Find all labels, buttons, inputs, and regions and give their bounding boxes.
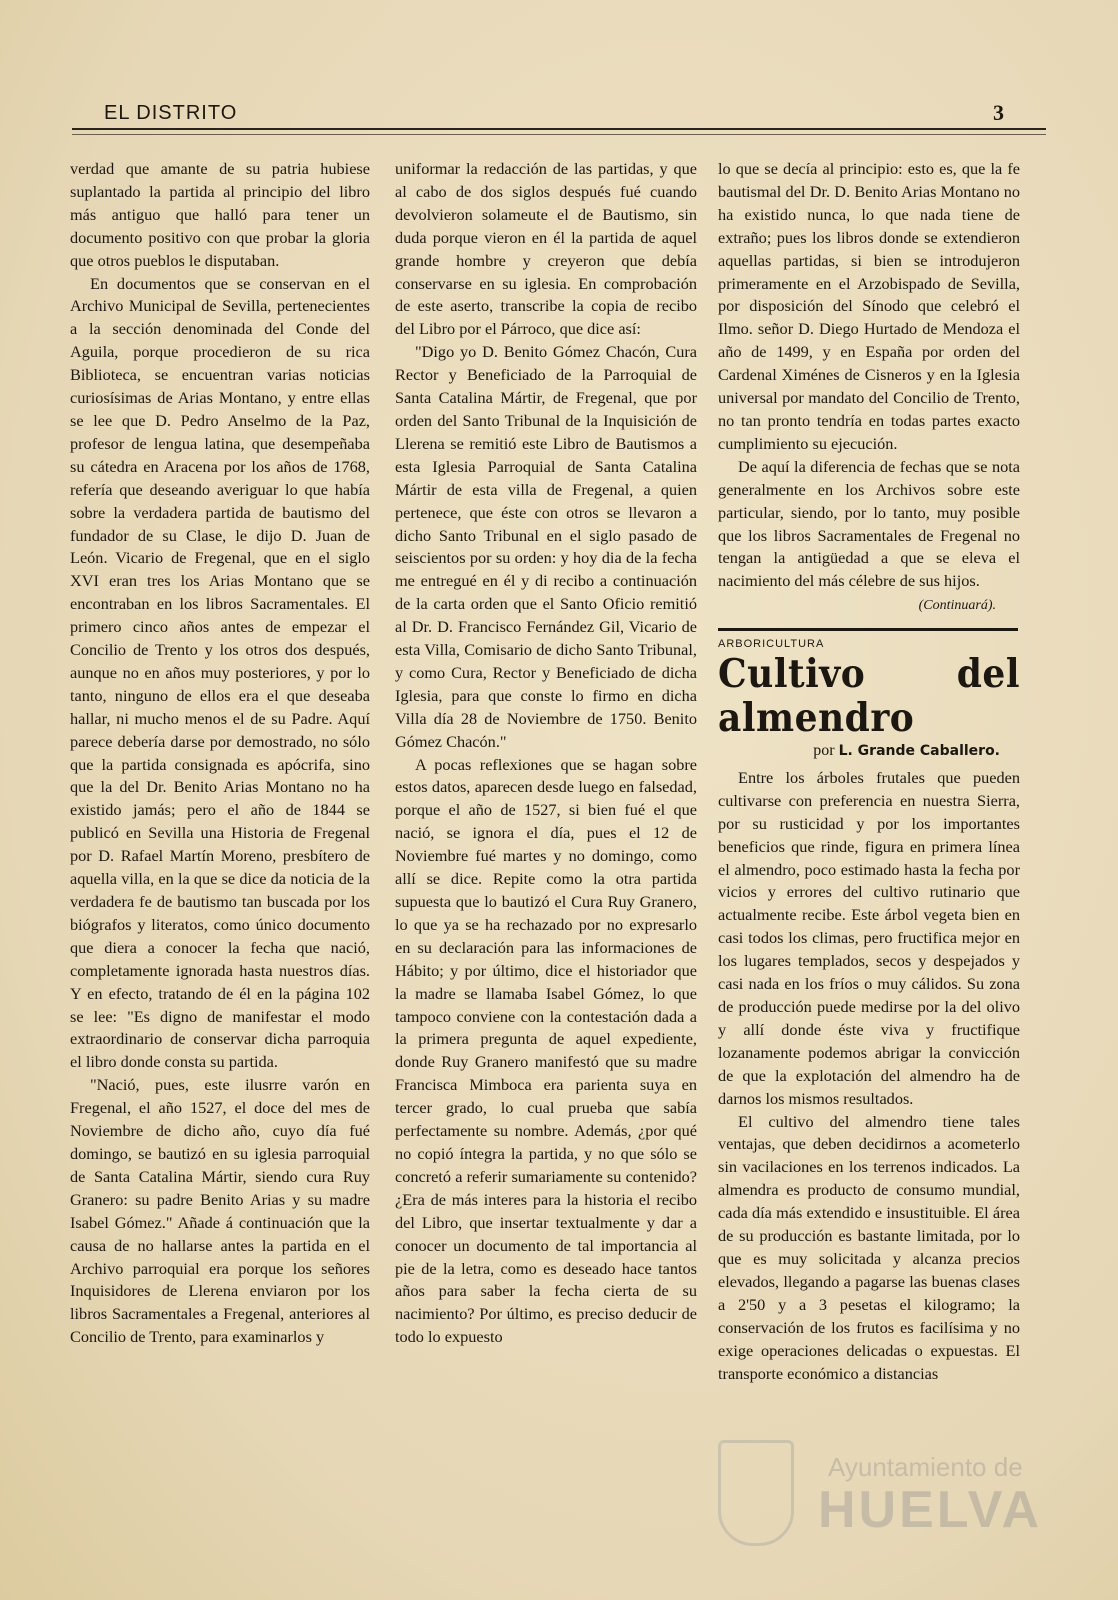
byline-author: L. Grande Caballero. xyxy=(838,743,1000,760)
column-1 xyxy=(70,158,370,1349)
continued-note: (Continuará). xyxy=(918,598,996,614)
column-2 xyxy=(395,158,697,1349)
archive-watermark xyxy=(710,1432,1050,1562)
paragraph: De aquí la diferencia de fechas que se nota generalmente en los Archivos sobre este particular, siendo, por lo tanto, muy posible que los libros Sacramentales de Fregenal no tengan la antigüedad a que se eleva el nacimiento del más célebre de sus hijos. xyxy=(718,456,1020,591)
header-rule xyxy=(72,134,1046,135)
page-number: 3 xyxy=(993,100,1004,125)
shield-icon xyxy=(718,1440,794,1546)
paragraph: "Nació, pues, este ilusrre varón en Fregenal, el año 1527, el doce del mes de Noviembre de dicho año, cuyo día fué domingo, se bautizó en su iglesia parroquial de Santa Catalina Mártir, siendo cura Ruy Granero: su padre Benito Arias y su madre Isabel Gómez." Añade á continuación que la causa de no hallarse antes la partida en el Archivo parroquial era porque los señores Inquisidores de Llerena enviaron por los libros Sacramentales a Fregenal, anteriores al Concilio de Trento, para examinarlos y xyxy=(70,1075,370,1347)
paragraph: El cultivo del almendro tiene tales ventajas, que deben decidirnos a acometerlo sin vacilaciones en los terrenos indicados. La almendra es producto de consumo mundial, cada día más extendido e insustituible. El área de su producción es bastante limitada, por lo que es muy solicitada y alcanza precios elevados, llegando a pagarse las buenas clases a 2'50 y a 3 pesetas el kilogramo; la conservación de los frutos es facilísima y no exige operaciones delicadas o expuestas. El transporte económico a distancias xyxy=(718,1111,1020,1383)
watermark-line2: HUELVA xyxy=(818,1481,1043,1539)
paragraph: uniformar la redacción de las partidas, y que al cabo de dos siglos después fué cuando devolvieron solameute el de Bautismo, sin duda porque vieron en él la partida de aquel grande hombre y creyeron que debía conservarse en su iglesia. En comprobación de este aserto, transcribe la copia de recibo del Libro por el Párroco, que dice así: xyxy=(395,159,697,339)
paragraph: A pocas reflexiones que se hagan sobre estos datos, aparecen desde luego en falsedad, porque el año de 1527, si bien fué el que nació, se ignora el día, pues el 12 de Noviembre fué martes y no domingo, como allí se dice. Repite como la otra partida supuesta que lo bautizó el Cura Ruy Granero, lo que ya se ha rechazado por no expresarlo en su declaración para las informaciones de Hábito; y por último, dice el historiador que la madre se llamaba Isabel Gómez, lo que tampoco conviene con la contestación dada a la primera pregunta de aquel expediente, donde Ruy Granero manifestó que su madre Francisca Mimboca era parienta suya en tercer grado, lo cual prueba que sabía perfectamente su nombre. Además, ¿por qué no copió íntegra la partida, y no que sólo se concretó a referir sumariamente su contenido? ¿Era de más interes para la historia el recibo del Libro, que insertar textualmente y dar a conocer un documento de tal importancia al pie de la letra, como es deseado hace tantos años para saber la fecha cierta de su nacimiento? Por último, es preciso deducir de todo lo expuesto xyxy=(395,754,697,1347)
paragraph: Entre los árboles frutales que pueden cultivarse con preferencia en nuestra Sierra, por su rusticidad y por los importantes beneficios que rinde, figura en primera línea el almendro, poco estimado hasta la fecha por vicios y errores del cultivo rutinario que actualmente recibe. Este árbol vegeta bien en casi todos los climas, pero fructifica mejor en los lugares templados, secos y despejados y casi nada en los fríos o muy cálidos. Su zona de producción puede medirse por la del olivo y allí donde éste viva y fructifique lozanamente podemos abrigar la convicción de que la explotación del almendro ha de darnos los mismos resultados. xyxy=(718,767,1020,1108)
byline xyxy=(718,740,1020,763)
page-header xyxy=(72,100,1046,130)
paragraph: verdad que amante de su patria hubiese suplantado la partida al principio del libro más antiguo que halló para tener un documento positivo con que probar la gloria que otros pueblos le disputaban. xyxy=(70,159,370,270)
article-title: Cultivo del almendro xyxy=(718,650,1020,742)
paragraph: lo que se decía al principio: esto es, que la fe bautismal del Dr. D. Benito Arias Montano no ha existido nunca, lo que nada tiene de extraño; pues los libros donde se extendieron aquellas partidas, si bien se introdujeron primeramente en el Arzobispado de Sevilla, por disposición del Sínodo que celebró el Ilmo. señor D. Diego Hurtado de Mendoza el año de 1499, y en España por orden del Cardenal Ximénes de Cisneros y en la Iglesia universal por mandato del Concilio de Trento, no tan pronto tendría en todas partes exacto cumplimiento su ejecución. xyxy=(718,159,1020,453)
section-label: ARBORICULTURA xyxy=(718,638,825,651)
paragraph: "Digo yo D. Benito Gómez Chacón, Cura Rector y Beneficiado de la Parroquial de Santa Catalina Mártir, de Fregenal, que por orden del Santo Tribunal de la Inquisición de Llerena se remitió este Libro de Bautismos a esta Iglesia Parroquial de Santa Catalina Mártir de esta villa de Fregenal, a quien pertenece, que éste con otros se llevaron a dicho Santo Tribunal en el siglo pasado de seiscientos por su orden: y hoy dia de la fecha me entregué en él y di recibo a continuación de la carta orden que el Santo Oficio remitió al Dr. D. Francisco Fernández Gil, Vicario de esta Villa, Comisario de dicho Santo Tribunal, y como Cura, Rector y Beneficiado de dicha Iglesia, para que conste lo firmo en dicha Villa día 28 de Noviembre de 1750. Benito Gómez Chacón." xyxy=(395,342,697,751)
paragraph: En documentos que se conservan en el Archivo Municipal de Sevilla, pertenecientes a la sección denominada del Conde del Aguila, porque procedieron de su rica Biblioteca, se encuentran varias noticias curiosísimas de Arias Montano, y entre ellas se lee que D. Pedro Anselmo de la Paz, profesor de lengua latina, que desempeñaba su cátedra en Aracena por los años de 1768, refería que deseando averiguar lo que había sobre la verdadera partida de bautismo del fundador de su Clase, le dijo D. Juan de León. Vicario de Fregenal, que en el siglo XVI eran tres los Arias Montano que se encontraban en los libros Sacramentales. El primero cinco años antes de empezar el Concilio de Trento y los otros dos después, aunque no en años muy posteriores, y por lo tanto, ninguno de ellos era el que deseaba hallar, ni mucho menos el de su Padre. Aquí parece debería darse por demostrado, no sólo que la partida consignada es apócrifa, sino que la del Dr. Benito Arias Montano no ha existido jamás; pero el año de 1844 se publicó en Sevilla una Historia de Fregenal por D. Rafael Martín Moreno, presbítero de aquella villa, en la que se dice da noticia de la verdadera fe de bautismo tan buscada por los biógrafos y literatos, como único documento que diera a conocer la fecha que nació, completamente ignorada hasta nuestros días. Y en efecto, tratando de él en la página 102 se lee: "Es digno de manifestar el modo extraordinario de conservar dicha parroquia el libro donde consta su partida. xyxy=(70,273,370,1072)
newspaper-title: EL DISTRITO xyxy=(104,102,238,124)
column-3 xyxy=(718,158,1020,1385)
watermark-line1: Ayuntamiento de xyxy=(828,1452,1023,1482)
byline-prefix: por xyxy=(813,742,835,760)
section-divider xyxy=(718,628,1018,631)
